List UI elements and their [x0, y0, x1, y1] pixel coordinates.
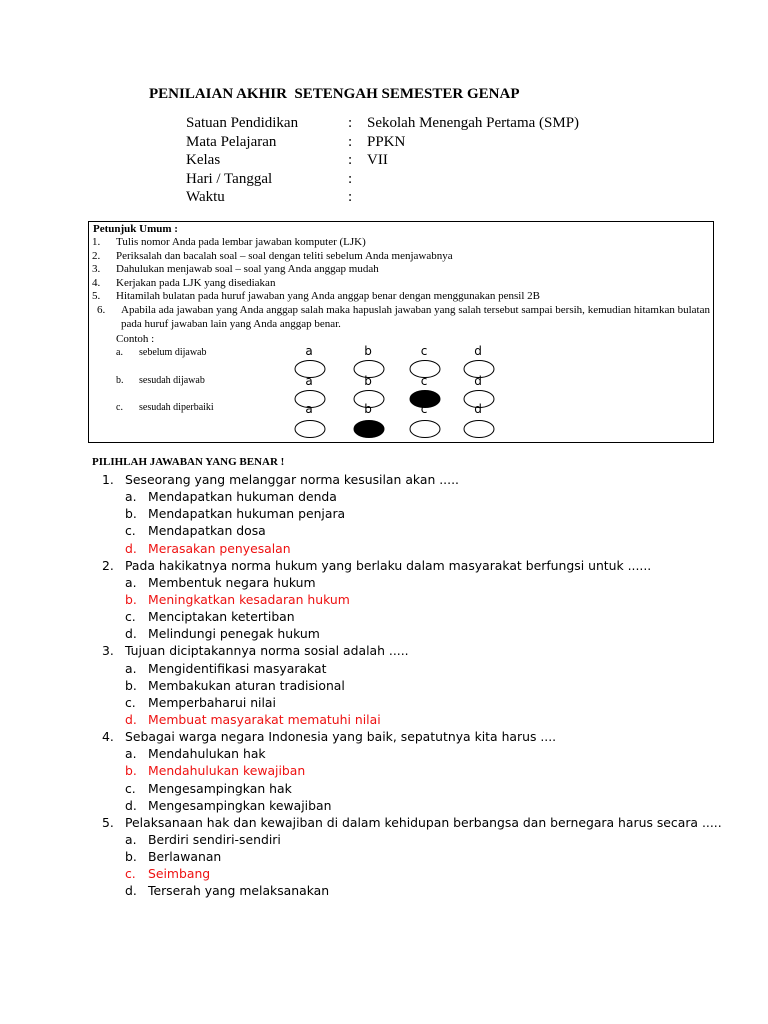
answer-option-correct: [0, 762, 768, 779]
info-colon: :: [348, 152, 353, 168]
answer-option-text: Mendahulukan hak: [148, 746, 266, 762]
answer-option: [0, 522, 768, 539]
info-colon: :: [348, 189, 353, 205]
bubble-letter: b: [364, 374, 372, 388]
answer-option-correct-text: Seimbang: [148, 866, 211, 882]
answer-option-label: d.: [125, 626, 137, 642]
answer-option: [0, 797, 768, 814]
step-number: 6.: [97, 303, 106, 316]
bubble-letter: a: [305, 402, 313, 416]
bubble-letter: d: [474, 344, 482, 358]
answer-option-label: c.: [125, 523, 136, 539]
step-text: Apabila ada jawaban yang Anda anggap salah maka hapuslah jawaban yang salah tersebut sampai bersih, kemudian hitamkan bulatan pada huruf jawaban lain yang Anda anggap benar.: [121, 303, 710, 330]
answer-option-text: Mengesampingkan kewajiban: [148, 797, 332, 813]
info-colon: :: [348, 133, 353, 150]
instructions-title: Petunjuk Umum :: [93, 223, 178, 235]
step-number: 3.: [92, 263, 101, 276]
answer-option-correct: [0, 865, 768, 882]
step-text: Hitamilah bulatan pada huruf jawaban yang Anda anggap benar dengan menggunakan pensil 2B: [116, 290, 540, 303]
info-row: [186, 151, 606, 170]
answer-option-correct-text: Membuat masyarakat mematuhi nilai: [148, 711, 381, 727]
answer-option: [0, 694, 768, 711]
answer-option-text: Mengesampingkan hak: [148, 780, 292, 796]
answer-option: [0, 574, 768, 591]
question: [0, 557, 768, 574]
page-title: PENILAIAN AKHIR SETENGAH SEMESTER GENAP: [149, 86, 520, 102]
answer-option-text: Berlawanan: [148, 849, 222, 865]
answer-option-text: Mendapatkan dosa: [148, 523, 266, 539]
section-title: PILIHLAH JAWABAN YANG BENAR !: [92, 456, 285, 468]
question-text: Pada hakikatnya norma hukum yang berlaku dalam masyarakat berfungsi untuk ......: [125, 557, 652, 573]
answer-option-label: d.: [125, 797, 137, 813]
step-number: 2.: [92, 249, 101, 262]
answer-option-correct: [0, 591, 768, 608]
info-value: PPKN: [367, 133, 406, 150]
answer-option: [0, 848, 768, 865]
answer-option: [0, 780, 768, 797]
info-label: Hari / Tanggal: [186, 170, 273, 187]
bubble-letter: b: [364, 344, 372, 358]
question-text: Seseorang yang melanggar norma kesusilan akan .....: [125, 472, 459, 487]
answer-option-label: b.: [125, 677, 137, 693]
bubble-letter: c: [420, 344, 428, 358]
answer-option-correct-text: Meningkatkan kesadaran hukum: [148, 591, 350, 607]
bubble-letter: c: [420, 402, 428, 416]
answer-option-correct-label: b.: [125, 591, 137, 607]
info-label: Mata Pelajaran: [186, 133, 277, 150]
answer-option-label: c.: [125, 780, 136, 796]
example-letter: a.: [116, 347, 123, 358]
info-value: VII: [367, 152, 388, 168]
answer-option-correct-label: d.: [125, 540, 137, 556]
answer-option-text: Terserah yang melaksanakan: [148, 883, 330, 899]
example-text: sesudah diperbaiki: [139, 402, 214, 413]
answer-option: [0, 505, 768, 522]
answer-option-label: c.: [125, 694, 136, 710]
answer-option-label: a.: [125, 574, 137, 590]
answer-bubbles-example: [89, 222, 715, 444]
answer-option-label: c.: [125, 609, 136, 625]
question-label: 1.: [102, 472, 114, 487]
step-text: Tulis nomor Anda pada lembar jawaban komputer (LJK): [116, 236, 366, 248]
info-row: [186, 133, 606, 152]
question-list: [0, 471, 768, 900]
info-label: Kelas: [186, 152, 221, 168]
answer-option-label: b.: [125, 506, 137, 522]
question-label: 3.: [102, 643, 114, 659]
step-text: Kerjakan pada LJK yang disediakan: [116, 276, 276, 289]
bubble-letter: d: [474, 402, 482, 416]
question-label: 5.: [102, 814, 114, 830]
answer-option-correct-label: b.: [125, 763, 137, 779]
question: [0, 728, 768, 745]
info-label: Waktu: [186, 189, 225, 205]
exam-info: [186, 114, 606, 207]
answer-option-text: Memperbaharui nilai: [148, 694, 276, 710]
answer-option-text: Menciptakan ketertiban: [148, 609, 295, 625]
question-text: Sebagai warga negara Indonesia yang baik, sepatutnya kita harus ....: [125, 729, 557, 745]
answer-option-label: a.: [125, 746, 137, 762]
example-letter: c.: [116, 402, 123, 413]
answer-option-text: Membakukan aturan tradisional: [148, 677, 345, 693]
info-colon: :: [348, 170, 353, 187]
answer-option: [0, 677, 768, 694]
answer-option-label: a.: [125, 831, 137, 847]
answer-option-correct-label: c.: [125, 866, 136, 882]
question: [0, 471, 768, 488]
example-letter: b.: [116, 375, 124, 386]
example-text: sebelum dijawab: [139, 347, 207, 358]
step-text: Periksalah dan bacalah soal – soal dengan teliti sebelum Anda menjawabnya: [116, 249, 453, 262]
bubble-letter: a: [305, 374, 313, 388]
answer-option-label: a.: [125, 489, 137, 505]
answer-bubble: [295, 421, 325, 438]
question-text: Pelaksanaan hak dan kewajiban di dalam kehidupan berbangsa dan bernegara harus secara .....: [125, 814, 722, 830]
bubble-letter: c: [420, 374, 428, 388]
answer-option-text: Mendapatkan hukuman denda: [148, 489, 337, 505]
question-label: 4.: [102, 729, 114, 745]
example-text: sesudah dijawab: [139, 375, 205, 386]
answer-option-label: a.: [125, 660, 137, 676]
answer-option-correct-text: Mendahulukan kewajiban: [148, 763, 306, 779]
answer-option-correct: [0, 711, 768, 728]
step-number: 5.: [92, 290, 101, 303]
question: [0, 814, 768, 831]
question: [0, 642, 768, 659]
bubble-letter: b: [364, 402, 372, 416]
answer-option: [0, 831, 768, 848]
answer-option-correct: [0, 540, 768, 557]
answer-option: [0, 625, 768, 642]
answer-option-text: Melindungi penegak hukum: [148, 626, 320, 642]
answer-option-text: Berdiri sendiri-sendiri: [148, 831, 281, 847]
answer-option-text: Mengidentifikasi masyarakat: [148, 660, 327, 676]
answer-bubble: [354, 421, 384, 438]
info-row: [186, 170, 606, 189]
answer-bubble: [464, 421, 494, 438]
bubble-letter: d: [474, 374, 482, 388]
answer-option-correct-text: Merasakan penyesalan: [148, 540, 291, 556]
answer-option: [0, 660, 768, 677]
step-number: 1.: [92, 236, 101, 248]
example-title: Contoh :: [116, 333, 155, 345]
answer-bubble: [410, 421, 440, 438]
answer-option-label: b.: [125, 849, 137, 865]
step-text: Dahulukan menjawab soal – soal yang Anda anggap mudah: [116, 263, 379, 276]
info-label: Satuan Pendidikan: [186, 115, 299, 131]
question-label: 2.: [102, 557, 114, 573]
answer-option: [0, 745, 768, 762]
answer-option-label: d.: [125, 883, 137, 899]
answer-option: [0, 882, 768, 899]
step-number: 4.: [92, 276, 101, 289]
info-row: [186, 114, 606, 133]
bubble-letter: a: [305, 344, 313, 358]
info-colon: :: [348, 115, 353, 131]
info-value: Sekolah Menengah Pertama (SMP): [367, 115, 580, 131]
question-text: Tujuan diciptakannya norma sosial adalah .....: [125, 643, 409, 659]
answer-option: [0, 608, 768, 625]
answer-option-text: Mendapatkan hukuman penjara: [148, 506, 346, 522]
instructions-box: [88, 221, 714, 443]
answer-option: [0, 488, 768, 505]
info-row: [186, 188, 606, 207]
answer-option-text: Membentuk negara hukum: [148, 574, 316, 590]
answer-option-correct-label: d.: [125, 711, 137, 727]
